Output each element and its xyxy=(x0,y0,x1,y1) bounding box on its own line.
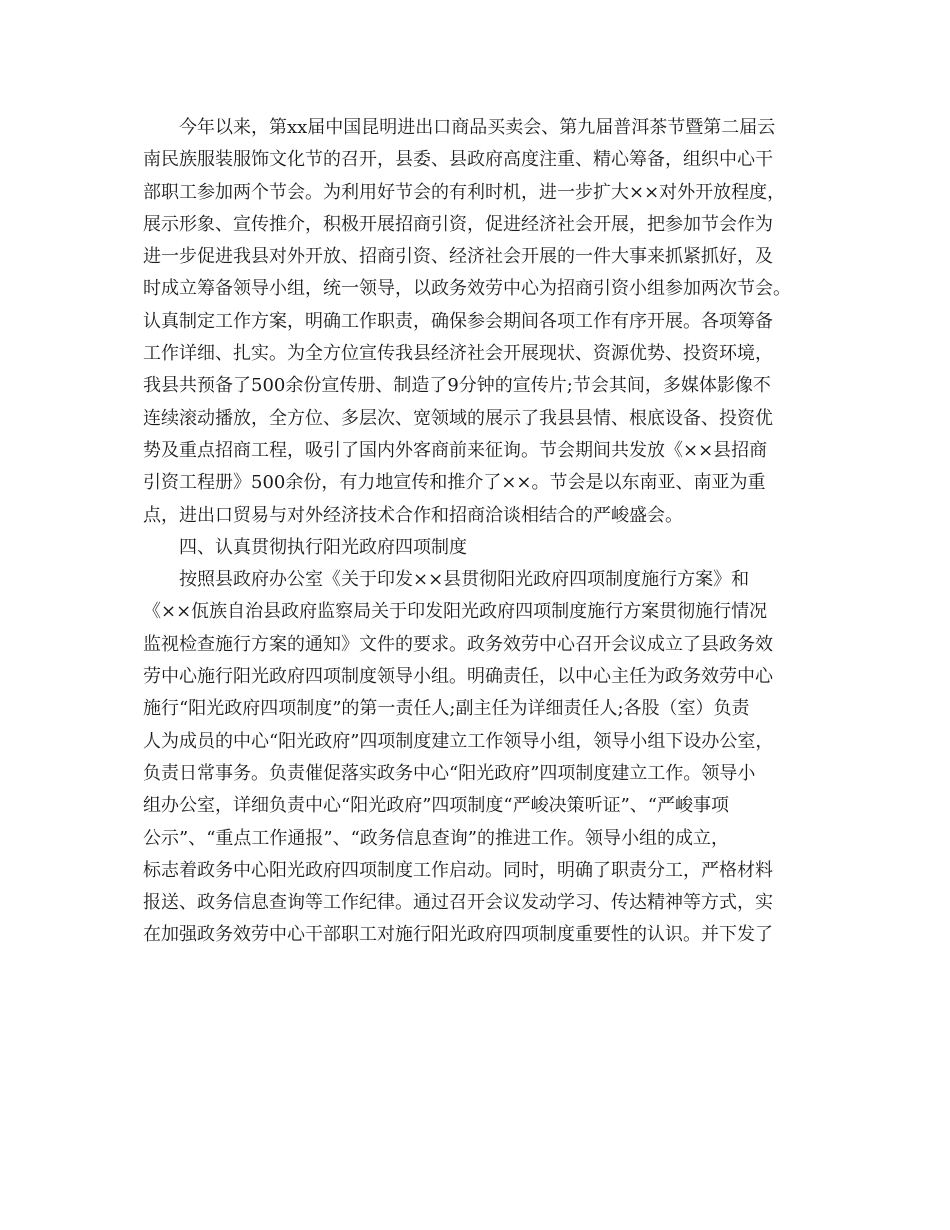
text-line: 时成立筹备领导小组，统一领导，以政务效劳中心为招商引资小组参加两次节会。 xyxy=(143,278,791,300)
text-line: 劳中心施行阳光政府四项制度领导小组。明确责任，以中心主任为政务效劳中心 xyxy=(143,666,773,688)
text-line: 点，进出口贸易与对外经济技术合作和招商洽谈相结合的严峻盛会。 xyxy=(143,504,683,526)
text-line: 《××佤族自治县政府监察局关于印发阳光政府四项制度施行方案贯彻施行情况 xyxy=(143,601,768,623)
text-line: 南民族服装服饰文化节的召开，县委、县政府高度注重、精心筹备，组织中心干 xyxy=(143,149,773,171)
text-line: 进一步促进我县对外开放、招商引资、经济社会开展的一件大事来抓紧抓好，及 xyxy=(143,246,773,268)
text-line: 今年以来，第xx届中国昆明进出口商品买卖会、第九届普洱茶节暨第二届云 xyxy=(179,117,776,138)
text-line: 公示”、“重点工作通报”、“政务信息查询”的推进工作。领导小组的成立， xyxy=(143,827,730,849)
document-body xyxy=(143,112,813,952)
text-line: 在加强政务效劳中心干部职工对施行阳光政府四项制度重要性的认识。并下发了 xyxy=(143,924,773,946)
text-line: 展示形象、宣传推介，积极开展招商引资，促进经济社会开展，把参加节会作为 xyxy=(143,213,773,235)
text-line: 监视检查施行方案的通知》文件的要求。政务效劳中心召开会议成立了县政务效 xyxy=(143,633,773,655)
text-line: 施行“阳光政府四项制度”的第一责任人;副主任为详细责任人;各股（室）负责 xyxy=(143,698,750,720)
paragraph-1 xyxy=(143,112,813,532)
text-line: 组办公室，详细负责中心“阳光政府”四项制度“严峻决策听证”、“严峻事项 xyxy=(143,795,730,817)
text-line: 引资工程册》500余份，有力地宣传和推介了××。节会是以东南亚、南亚为重 xyxy=(143,472,766,494)
text-line: 认真制定工作方案，明确工作职责，确保参会期间各项工作有序开展。各项筹备 xyxy=(143,310,773,332)
text-line: 报送、政务信息查询等工作纪律。通过召开会议发动学习、传达精神等方式，实 xyxy=(143,892,773,914)
text-line: 负责日常事务。负责催促落实政务中心“阳光政府”四项制度建立工作。领导小 xyxy=(143,762,756,784)
section-heading: 四、认真贯彻执行阳光政府四项制度 xyxy=(179,536,467,558)
text-line: 按照县政府办公室《关于印发××县贯彻阳光政府四项制度施行方案》和 xyxy=(179,569,750,591)
text-line: 部职工参加两个节会。为利用好节会的有利时机，进一步扩大××对外开放程度， xyxy=(143,181,786,203)
text-line: 势及重点招商工程，吸引了国内外客商前来征询。节会期间共发放《××县招商 xyxy=(143,439,768,461)
text-line: 我县共预备了500余份宣传册、制造了9分钟的宣传片;节会其间，多媒体影像不 xyxy=(143,375,771,397)
paragraph-2 xyxy=(143,564,813,952)
text-line: 标志着政务中心阳光政府四项制度工作启动。同时，明确了职责分工，严格材料 xyxy=(143,859,773,881)
text-line: 连续滚动播放，全方位、多层次、宽领域的展示了我县县情、根底设备、投资优 xyxy=(143,407,773,429)
text-line: 工作详细、扎实。为全方位宣传我县经济社会开展现状、资源优势、投资环境， xyxy=(143,343,773,365)
text-line: 人为成员的中心“阳光政府”四项制度建立工作领导小组，领导小组下设办公室， xyxy=(143,730,774,752)
